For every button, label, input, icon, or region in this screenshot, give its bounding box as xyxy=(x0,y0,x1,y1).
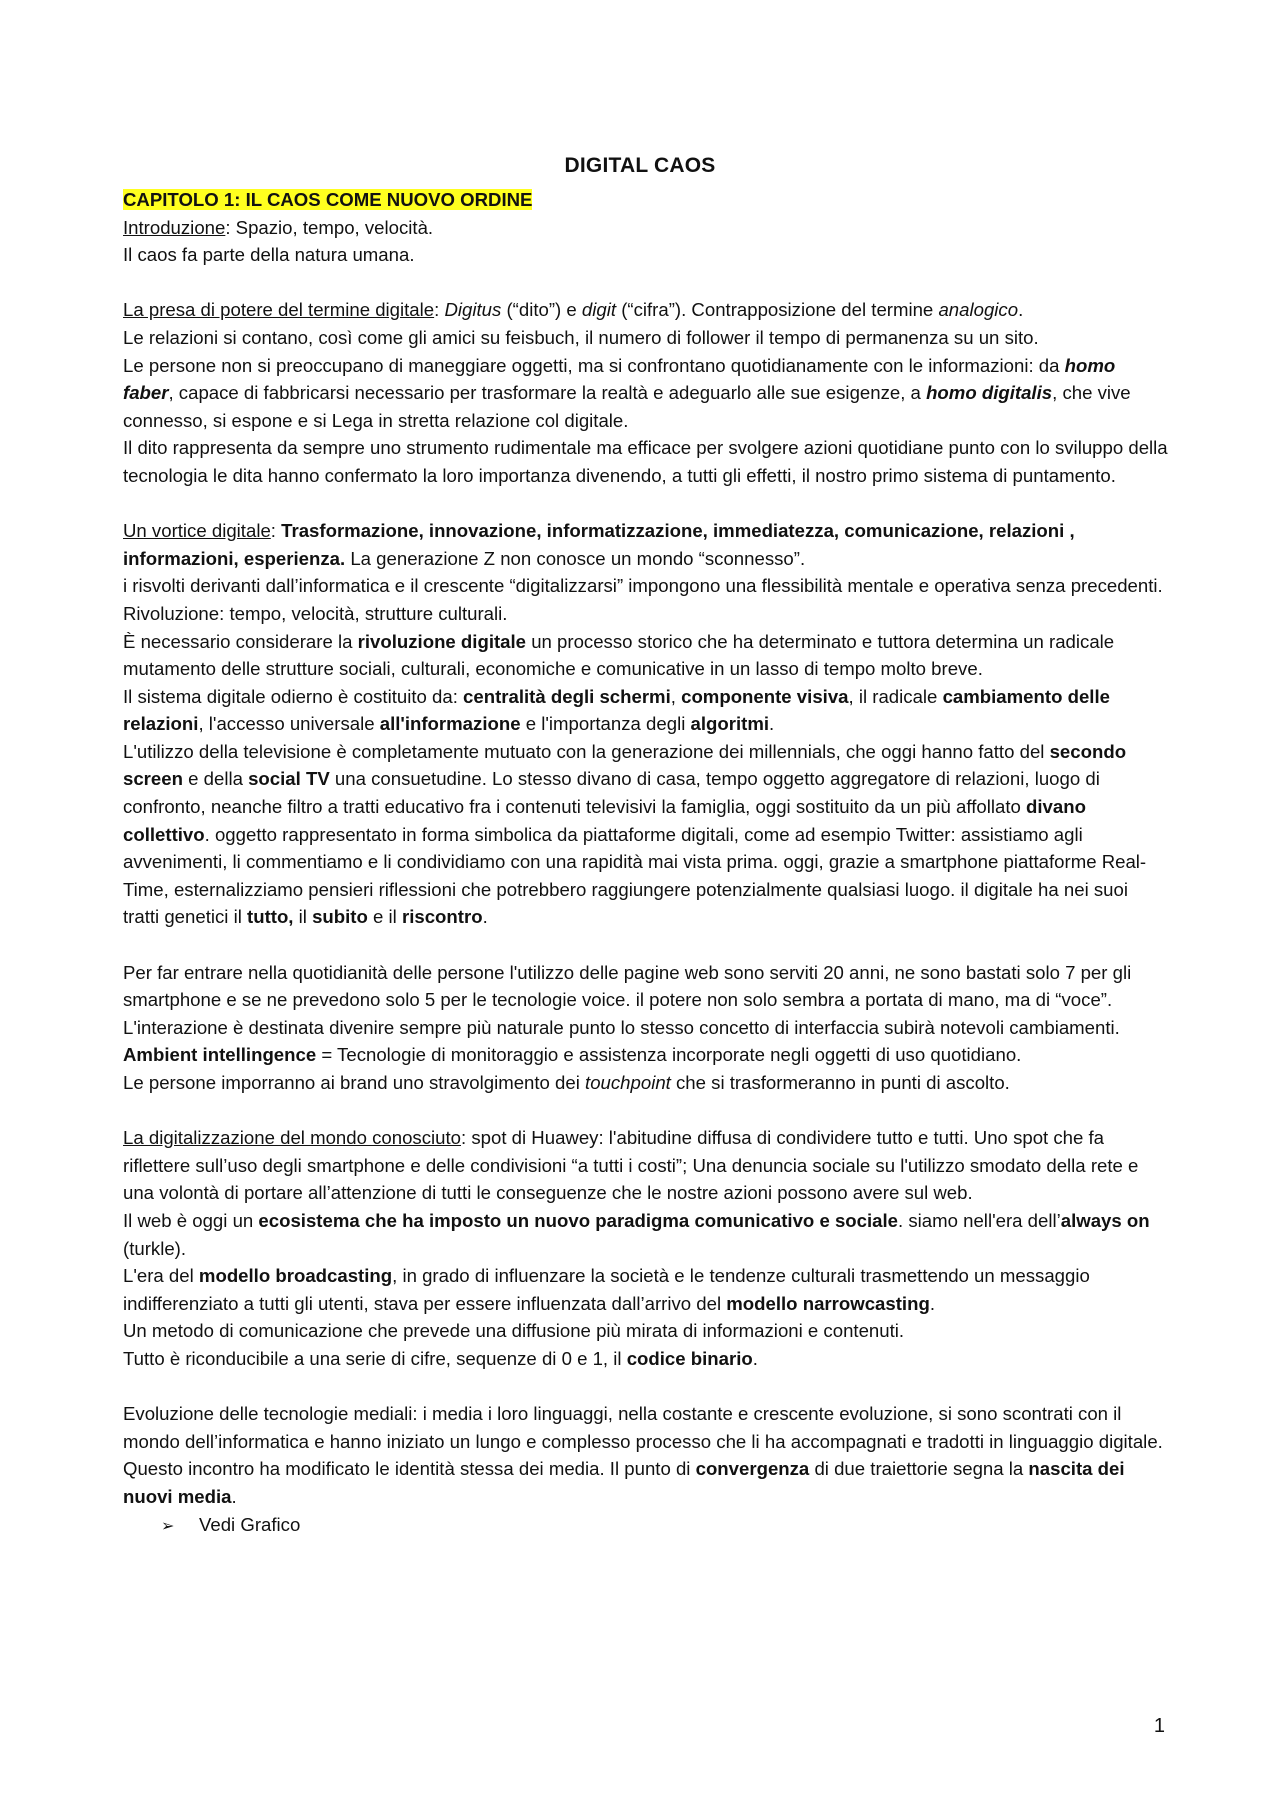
intro-line-2: Il caos fa parte della natura umana. xyxy=(123,244,415,266)
chapter-heading xyxy=(123,186,1168,214)
section-heading: Un vortice digitale xyxy=(123,520,271,542)
paragraph: Le persone non si preoccupano di maneggiare oggetti, ma si confrontano quotidianamente con le informazioni: da homo faber, capace di fabbricarsi necessario per trasformare la realtà e adeguarlo alle sue esigenze, a homo digitalis, che vive connesso, si espone e si Lega in stretta relazione col digitale. xyxy=(123,354,1131,431)
paragraph: Le relazioni si contano, così come gli amici su feisbuch, il numero di follower il tempo di permanenza su un sito. xyxy=(123,326,1039,348)
document-body xyxy=(123,186,1168,1540)
paragraph: Il sistema digitale odierno è costituito da: centralità degli schermi, componente visiva, il radicale cambiamento delle relazioni, l'accesso universale all'informazione e l'importanza degli algoritmi. xyxy=(123,685,1110,735)
chapter-highlight: CAPITOLO 1: IL CAOS COME NUOVO ORDINE xyxy=(123,189,533,210)
section-digitale-line-1: La presa di potere del termine digitale: Digitus (“dito”) e digit (“cifra”). Contrapposizione del termine analogico. xyxy=(123,299,1024,321)
section-digitalizzazione: La digitalizzazione del mondo conosciuto: spot di Huawey: l'abitudine diffusa di condividere tutto e tutti. Uno spot che fa riflettere sull’uso degli smartphone e delle condivisioni “a tutti i costi”; Una denuncia sociale su l'utilizzo smodato della rete e una volontà di portare all’attenzione di tutti le conseguenze che le nostre azioni possono avere sul web. xyxy=(123,1127,1139,1204)
bullet-item: ➢ Vedi Grafico xyxy=(123,1511,1168,1541)
paragraph: Il web è oggi un ecosistema che ha imposto un nuovo paradigma comunicativo e sociale. siamo nell'era dell’always on (turkle). xyxy=(123,1209,1150,1259)
paragraph: Per far entrare nella quotidianità delle persone l'utilizzo delle pagine web sono serviti 20 anni, ne sono bastati solo 7 per gli smartphone e se ne prevedono solo 5 per le tecnologie voice. il potere non solo sembra a portata di mano, ma di “voce”. L'interazione è destinata divenire sempre più naturale punto lo stesso concetto di interfaccia subirà notevoli cambiamenti. xyxy=(123,961,1132,1038)
paragraph: Tutto è riconducibile a una serie di cifre, sequenze di 0 e 1, il codice binario. xyxy=(123,1347,758,1369)
page-number: 1 xyxy=(1153,1715,1165,1737)
section-heading: La digitalizzazione del mondo conosciuto xyxy=(123,1127,462,1149)
intro-line: Introduzione: Spazio, tempo, velocità. xyxy=(123,216,434,238)
paragraph: Ambient intellingence = Tecnologie di monitoraggio e assistenza incorporate negli oggetti di uso quotidiano. xyxy=(123,1044,1022,1066)
paragraph: Il dito rappresenta da sempre uno strumento rudimentale ma efficace per svolgere azioni quotidiane punto con lo sviluppo della tecnologia le dita hanno confermato la loro importanza divenendo, a tutti gli effetti, il nostro primo sistema di puntamento. xyxy=(123,437,1168,486)
section-heading: La presa di potere del termine digitale xyxy=(123,299,435,321)
paragraph: È necessario considerare la rivoluzione digitale un processo storico che ha determinato e tuttora determina un radicale mutamento delle strutture sociali, culturali, economiche e comunicative in un lasso di tempo molto breve. xyxy=(123,630,1115,680)
paragraph: i risvolti derivanti dall’informatica e il crescente “digitalizzarsi” impongono una flessibilità mentale e operativa senza precedenti. xyxy=(123,575,1163,597)
paragraph: Rivoluzione: tempo, velocità, strutture culturali. xyxy=(123,602,508,624)
document-title: DIGITAL CAOS xyxy=(564,154,716,177)
section-vortice: Un vortice digitale: Trasformazione, innovazione, informatizzazione, immediatezza, comunicazione, relazioni , informazioni, esperienza. La generazione Z non conosce un mondo “sconnesso”. xyxy=(123,520,1075,569)
paragraph: Un metodo di comunicazione che prevede una diffusione più mirata di informazioni e contenuti. xyxy=(123,1320,905,1342)
paragraph: Evoluzione delle tecnologie mediali: i media i loro linguaggi, nella costante e crescente evoluzione, si sono scontrati con il mondo dell’informatica e hanno iniziato un lungo e complesso processo che li ha accompagnati e tradotti in linguaggio digitale. Questo incontro ha modificato le identità stessa dei media. Il punto di convergenza di due traiettorie segna la nascita dei nuovi media. xyxy=(123,1403,1163,1507)
arrow-bullet-icon: ➢ xyxy=(161,1517,175,1535)
intro-label: Introduzione xyxy=(123,216,226,238)
paragraph: L'utilizzo della televisione è completamente mutuato con la generazione dei millennials, che oggi hanno fatto del secondo screen e della social TV una consuetudine. Lo stesso divano di casa, tempo oggetto aggregatore di relazioni, luogo di confronto, neanche filtro a tratti educativo fra i contenuti televisivi la famiglia, oggi sostituito da un più affollato divano collettivo. oggetto rappresentato in forma simbolica da piattaforme digitali, come ad esempio Twitter: assistiamo agli avvenimenti, li commentiamo e li condividiamo con una rapidità mai vista prima. oggi, grazie a smartphone piattaforme Real-Time, esternalizziamo pensieri riflessioni che potrebbero raggiungere potenzialmente qualsiasi luogo. il digitale ha nei suoi tratti genetici il tutto, il subito e il riscontro. xyxy=(123,740,1147,928)
paragraph: Le persone imporranno ai brand uno stravolgimento dei touchpoint che si trasformeranno in punti di ascolto. xyxy=(123,1072,1010,1093)
paragraph: L'era del modello broadcasting, in grado di influenzare la società e le tendenze culturali trasmettendo un messaggio indifferenziato a tutti gli utenti, stava per essere influenzata dall’arrivo del modello narrowcasting. xyxy=(123,1265,1090,1314)
